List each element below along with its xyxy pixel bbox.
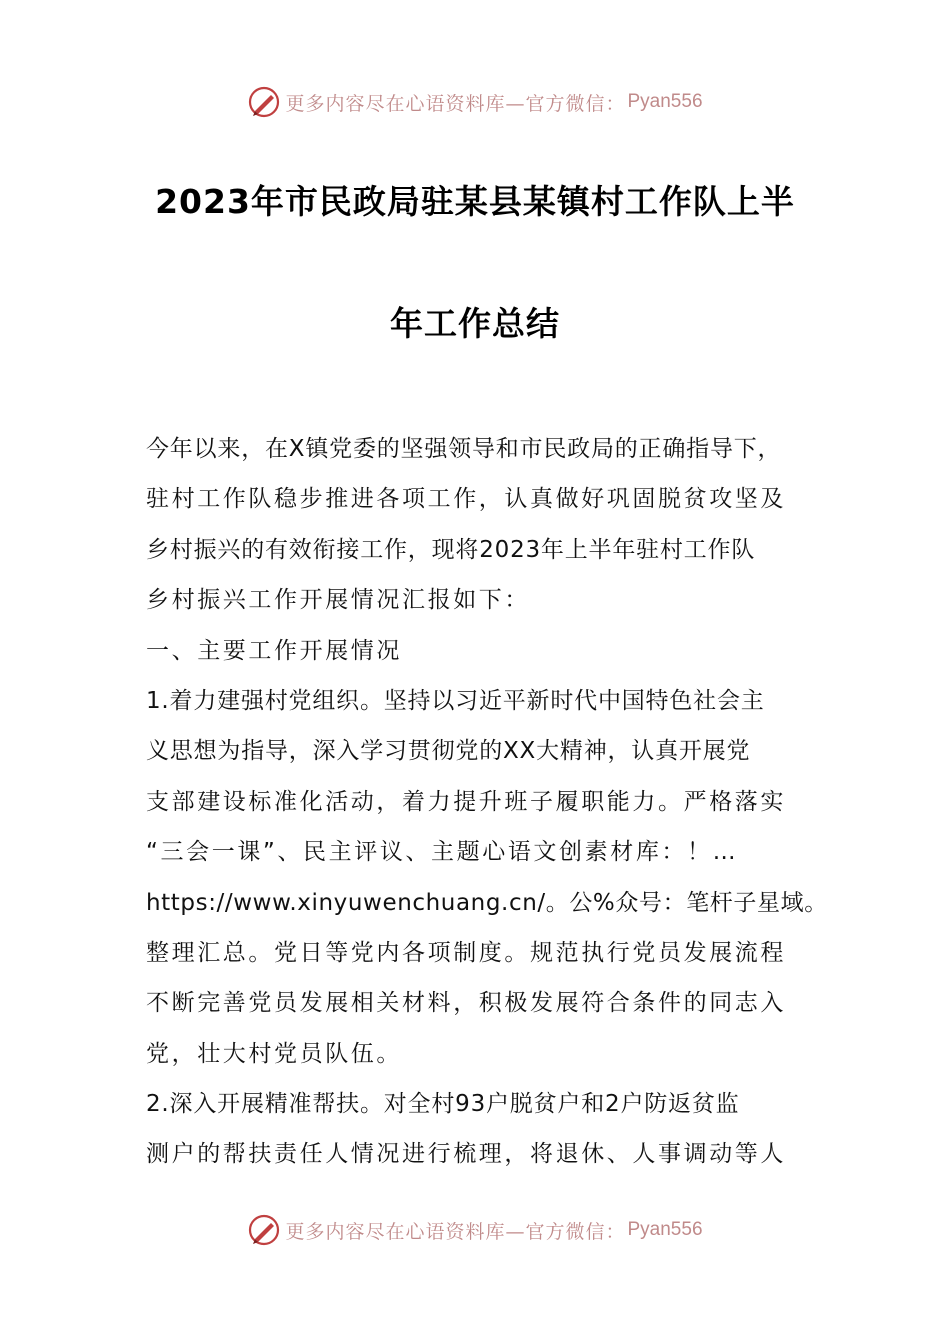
- body-line: 义思想为指导，深入学习贯彻党的XX大精神，认真开展党: [146, 738, 751, 765]
- watermark-id: Pyan556: [627, 91, 703, 112]
- body-line: 驻村工作队稳步推进各项工作，认真做好巩固脱贫攻坚及: [146, 486, 786, 513]
- header-watermark: [0, 82, 950, 122]
- body-line: 整理汇总。党日等党内各项制度。规范执行党员发展流程: [146, 939, 786, 966]
- body-line-url: https://www.xinyuwenchuang.cn/。公%众号：笔杆子星域。: [146, 889, 828, 916]
- section-heading: 一、主要工作开展情况: [146, 637, 402, 664]
- body-line: 测户的帮扶责任人情况进行梳理，将退休、人事调动等人: [146, 1141, 786, 1168]
- watermark-text: 更多内容尽在心语资料库—官方微信：: [285, 1220, 626, 1243]
- body-line: 1.着力建强村党组织。坚持以习近平新时代中国特色社会主: [146, 687, 765, 714]
- watermark-id: Pyan556: [627, 1219, 703, 1240]
- body-line: 今年以来，在X镇党委的坚强领导和市民政局的正确指导下，: [146, 436, 782, 462]
- body-line: 乡村振兴的有效衔接工作，现将2023年上半年驻村工作队: [146, 536, 756, 563]
- pen-logo-icon: [247, 1213, 281, 1247]
- body-line: 党，壮大村党员队伍。: [146, 1040, 402, 1067]
- footer-watermark: [0, 1210, 950, 1250]
- body-line: 支部建设标准化活动，着力提升班子履职能力。严格落实: [146, 788, 786, 815]
- document-body: [146, 424, 828, 1180]
- body-line: 乡村振兴工作开展情况汇报如下：: [146, 587, 530, 614]
- body-line: “三会一课”、民主评议、主题心语文创素材库：！…: [146, 839, 739, 866]
- pen-logo-icon: [247, 85, 281, 119]
- body-line: 2.深入开展精准帮扶。对全村93户脱贫户和2户防返贫监: [146, 1091, 740, 1118]
- document-title-line-1: 2023年市民政局驻某县某镇村工作队上半: [155, 182, 795, 221]
- body-line: 不断完善党员发展相关材料，积极发展符合条件的同志入: [146, 990, 786, 1017]
- watermark-text: 更多内容尽在心语资料库—官方微信：: [285, 92, 626, 115]
- document-title-line-2: 年工作总结: [390, 304, 560, 343]
